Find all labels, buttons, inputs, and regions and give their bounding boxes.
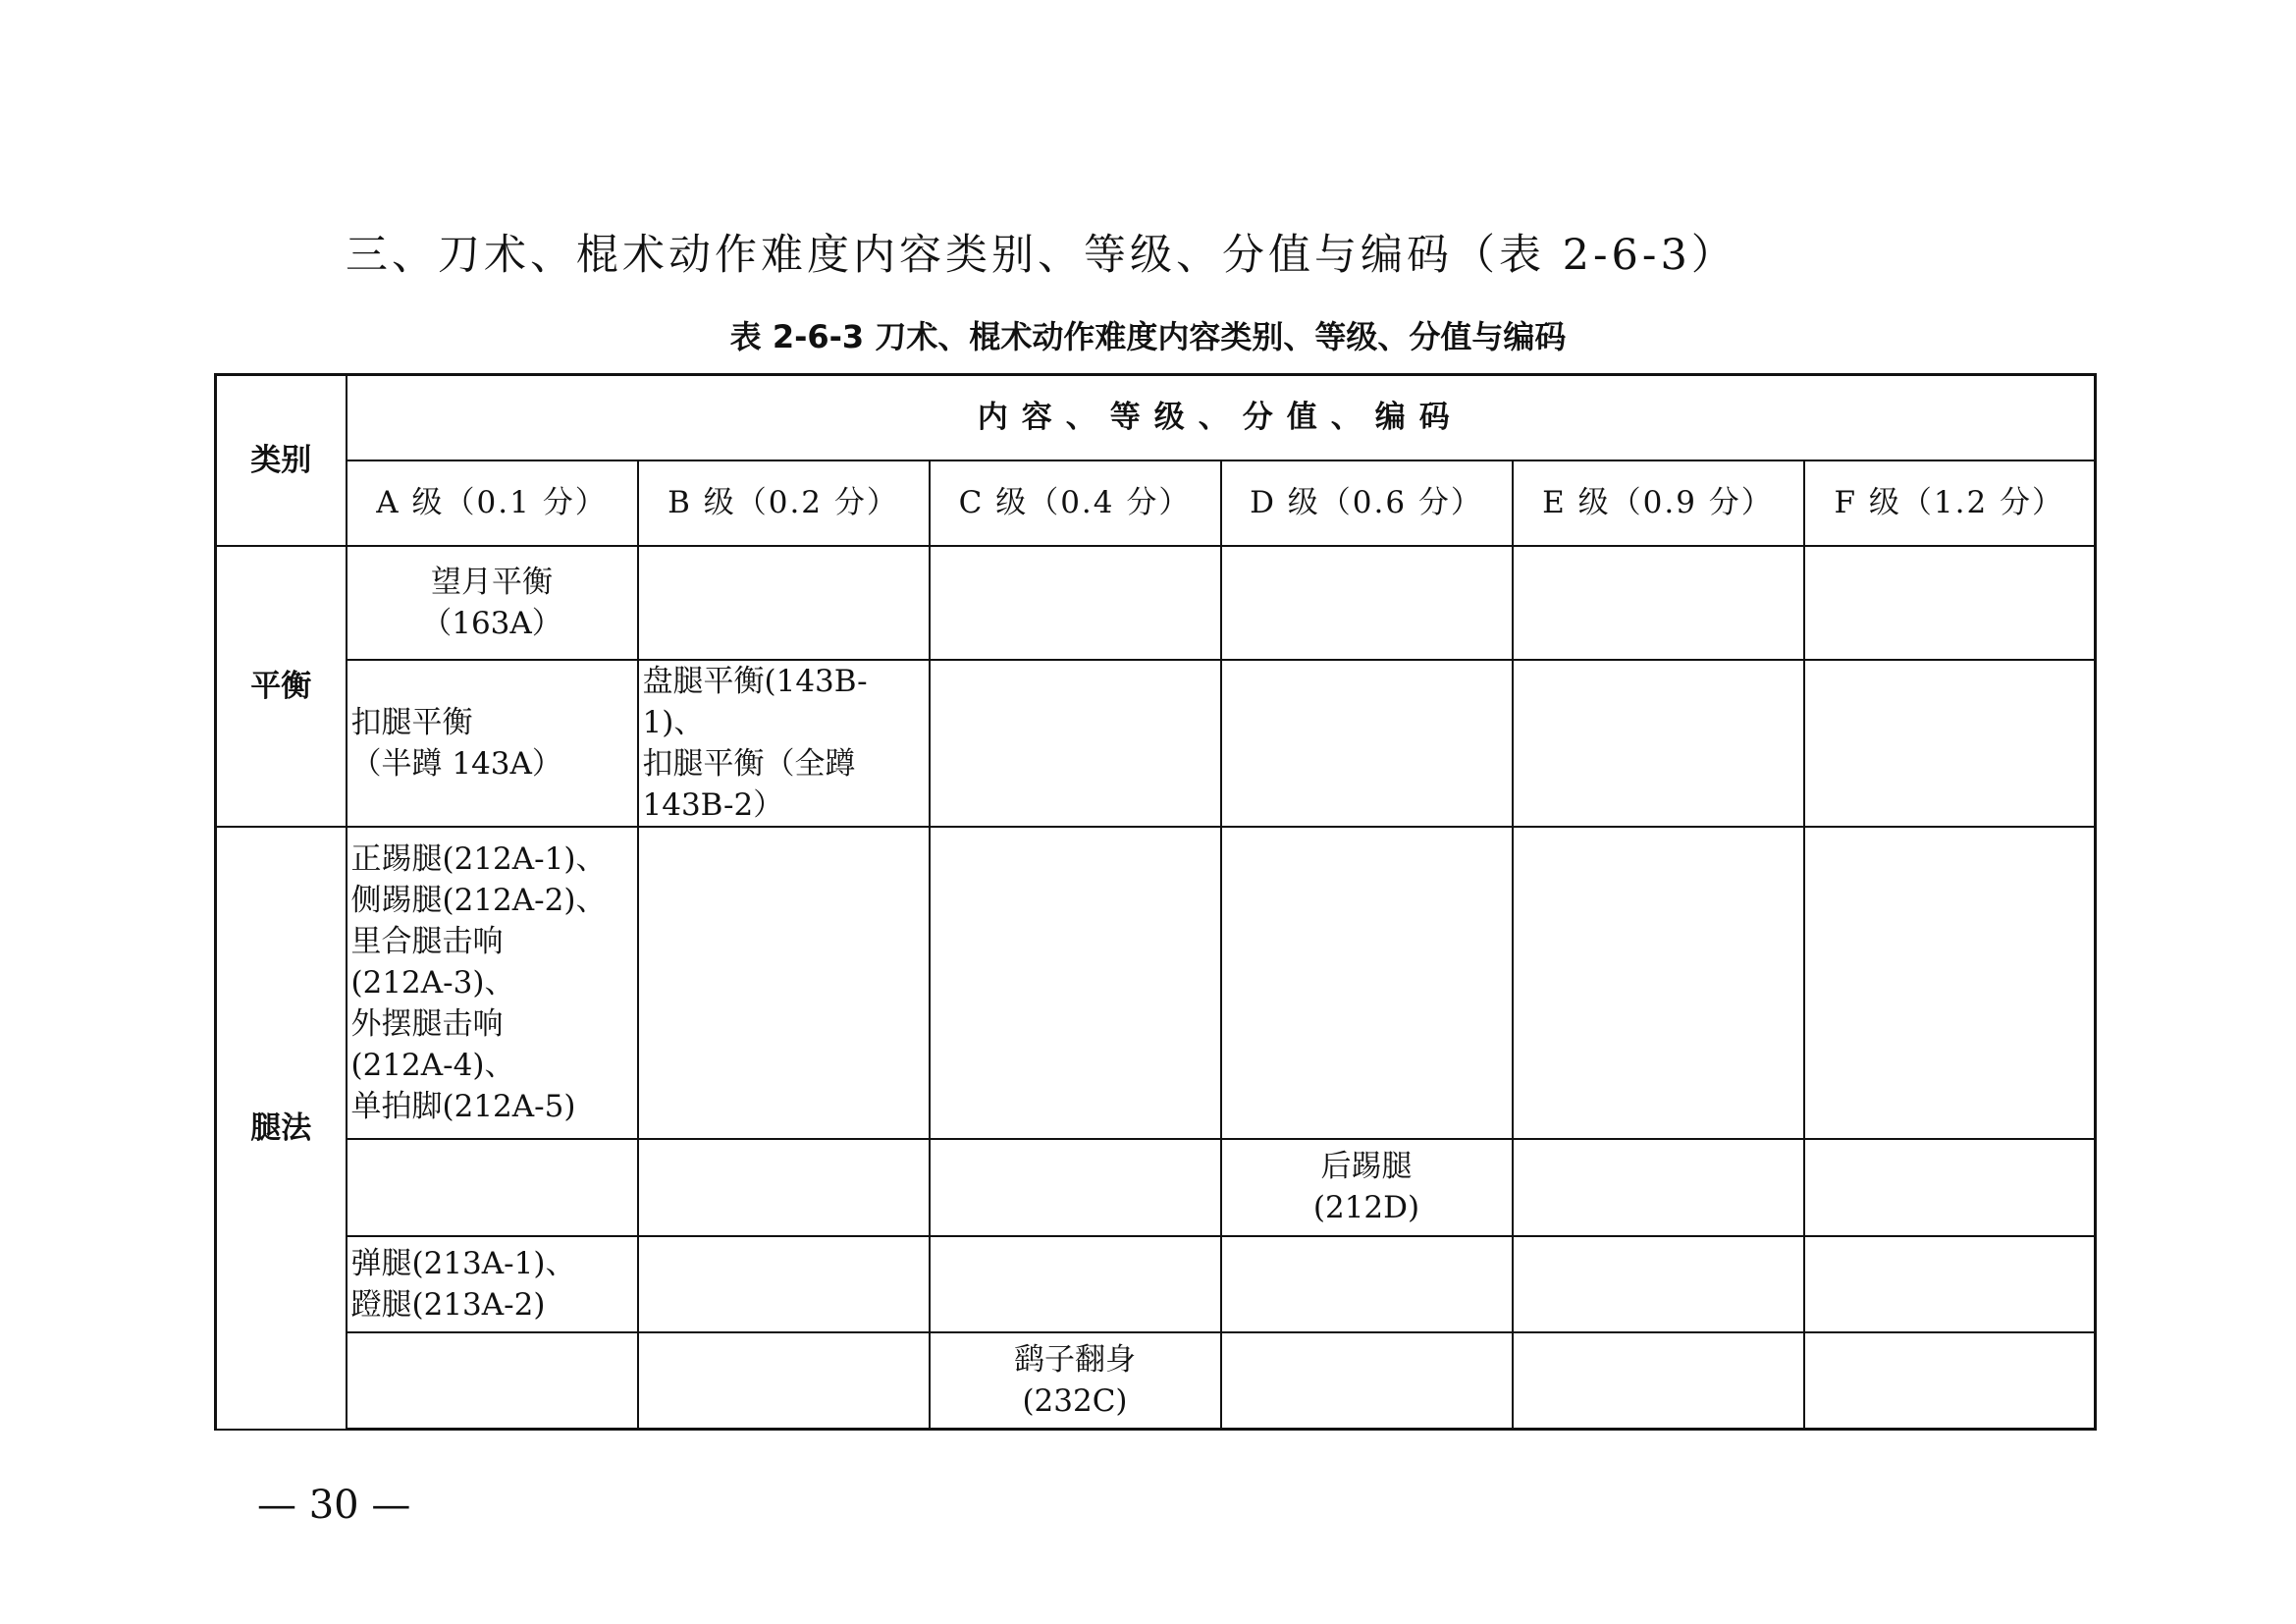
cell-line: 正踢腿(212A-1)、 (350, 840, 607, 877)
cell-line: 望月平衡 (431, 564, 553, 600)
table-cell (1804, 1236, 2096, 1332)
cell-line: 弹腿(213A-1)、 (350, 1245, 576, 1281)
cell-line: 盘腿平衡(143B-1)、 (642, 663, 868, 740)
difficulty-table (214, 373, 2097, 1431)
table-cell (1804, 827, 2096, 1139)
table-cell (347, 1139, 638, 1236)
cell-line: (212A-3)、 (350, 964, 515, 1001)
table-cell (930, 660, 1221, 827)
table-cell (1513, 546, 1804, 660)
cell-line: 里合腿击响 (350, 923, 504, 959)
table-cell (1804, 546, 2096, 660)
table-cell (930, 1332, 1221, 1430)
page-number: — 30 — (257, 1483, 411, 1528)
cell-line: (212D) (1312, 1190, 1420, 1225)
section-heading: 三、刀术、棍术动作难度内容类别、等级、分值与编码（表 2-6-3） (346, 231, 1737, 280)
cell-line: 143B-2） (642, 786, 784, 823)
table-cell (930, 1139, 1221, 1236)
table-cell (1513, 1236, 1804, 1332)
table-cell (1221, 546, 1513, 660)
cell-line: (212A-4)、 (350, 1047, 515, 1083)
table-cell (638, 546, 930, 660)
table-cell (1221, 660, 1513, 827)
cell-line: 侧踢腿(212A-2)、 (350, 882, 607, 918)
main-header: 内容、等级、分值、编码 (347, 375, 2096, 460)
table-cell (1804, 1332, 2096, 1430)
table-cell (930, 1236, 1221, 1332)
table-cell (1221, 1139, 1513, 1236)
table-cell (638, 1139, 930, 1236)
table-cell (638, 660, 930, 827)
table-cell (1221, 1236, 1513, 1332)
cell-line: 扣腿平衡（全蹲 (642, 745, 856, 782)
table-cell (347, 1332, 638, 1430)
table-cell (347, 827, 638, 1139)
table-row (216, 1236, 2096, 1332)
table-cell (1221, 827, 1513, 1139)
table-row (216, 660, 2096, 827)
table-cell (1513, 827, 1804, 1139)
table-cell (1513, 1332, 1804, 1430)
cell-line: 外摆腿击响 (350, 1005, 504, 1042)
level-header-b: B 级（0.2 分） (638, 460, 930, 546)
table-row (216, 1332, 2096, 1430)
table-row (216, 546, 2096, 660)
level-header-a: A 级（0.1 分） (347, 460, 638, 546)
table-cell (347, 546, 638, 660)
table-row (216, 827, 2096, 1139)
cell-line: 鹞子翻身 (1014, 1341, 1136, 1378)
table-row (216, 1139, 2096, 1236)
cell-line: （163A） (421, 605, 562, 641)
table-cell (638, 1236, 930, 1332)
level-header-f: F 级（1.2 分） (1804, 460, 2096, 546)
table-cell (638, 827, 930, 1139)
table-cell (1804, 660, 2096, 827)
table-cell (347, 660, 638, 827)
category-leg: 腿法 (216, 827, 347, 1430)
level-header-e: E 级（0.9 分） (1513, 460, 1804, 546)
cell-line: （半蹲 143A） (350, 745, 562, 782)
table-cell (1513, 1139, 1804, 1236)
table-cell (1804, 1139, 2096, 1236)
table-cell (1221, 1332, 1513, 1430)
category-balance: 平衡 (216, 546, 347, 827)
category-header: 类别 (216, 375, 347, 546)
cell-line: 扣腿平衡 (350, 704, 473, 740)
cell-line: 蹬腿(213A-2) (350, 1286, 546, 1323)
table-cell (930, 546, 1221, 660)
level-header-c: C 级（0.4 分） (930, 460, 1221, 546)
cell-line: 单拍脚(212A-5) (350, 1088, 576, 1124)
table-cell (930, 827, 1221, 1139)
table-caption: 表 2-6-3 刀术、棍术动作难度内容类别、等级、分值与编码 (729, 318, 1567, 355)
table-cell (1513, 660, 1804, 827)
table-cell (638, 1332, 930, 1430)
cell-line: (232C) (1022, 1382, 1128, 1419)
cell-line: 后踢腿 (1320, 1149, 1413, 1184)
table-cell (347, 1236, 638, 1332)
level-header-d: D 级（0.6 分） (1221, 460, 1513, 546)
